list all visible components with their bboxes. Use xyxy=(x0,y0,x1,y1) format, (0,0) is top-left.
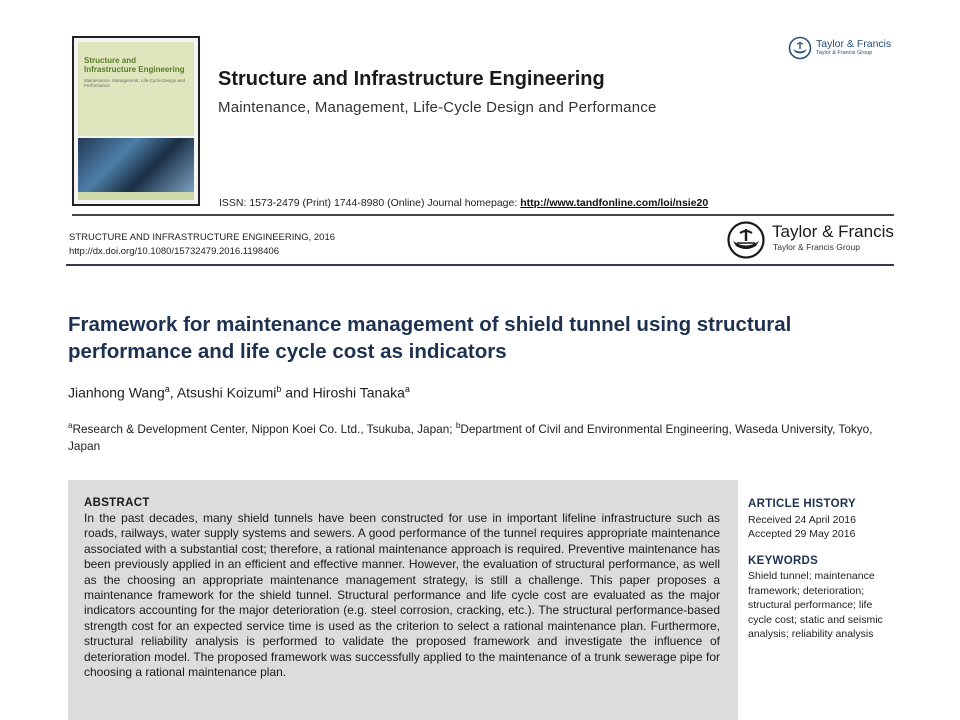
cover-title: Structure and Infrastructure Engineering xyxy=(84,56,185,74)
author-affiliation-mark: b xyxy=(276,384,282,394)
publisher-name-small: Taylor & Francis xyxy=(816,38,892,50)
taylor-francis-logo-icon xyxy=(726,220,766,260)
journal-citation: STRUCTURE AND INFRASTRUCTURE ENGINEERING, 2016 xyxy=(69,232,336,243)
accepted-date: Accepted 29 May 2016 xyxy=(748,528,856,540)
doi-link[interactable]: http://dx.doi.org/10.1080/15732479.2016.1198406 xyxy=(69,246,280,257)
author-list: Jianhong Wang$^a$, Atsushi Koizumi$^b$ and Hiroshi Tanaka$^a$ xyxy=(68,384,410,401)
affiliation-text: Research & Development Center, Nippon Koei Co. Ltd., Tsukuba, Japan; xyxy=(72,421,456,436)
article-header-divider xyxy=(66,264,894,266)
author-affiliation-mark: a xyxy=(404,384,410,394)
keywords-list: Shield tunnel; maintenance framework; deterioration; structural performance; life cycle cost; static and seismic analysis; reliability analysis xyxy=(748,570,883,640)
abstract-heading: ABSTRACT xyxy=(84,497,150,509)
publisher-group-small: Taylor & Francis Group xyxy=(816,50,873,56)
header-divider xyxy=(72,214,894,216)
author-name[interactable]: Jianhong Wang xyxy=(68,384,165,401)
journal-subtitle: Maintenance, Management, Life-Cycle Design and Performance xyxy=(218,99,657,116)
journal-title: Structure and Infrastructure Engineering xyxy=(218,68,605,90)
issn-line xyxy=(219,197,708,209)
publisher-name: Taylor & Francis xyxy=(772,222,894,241)
journal-cover-thumbnail xyxy=(72,36,200,206)
keywords-heading: KEYWORDS xyxy=(748,555,819,567)
affiliations: $^a$Research & Development Center, Nippon Koei Co. Ltd., Tsukuba, Japan; $^b$Department of Civil and Environmental Engineering, Waseda University, Tokyo, Japan xyxy=(68,421,873,453)
author-name[interactable]: Hiroshi Tanaka xyxy=(312,384,405,401)
author-name[interactable]: Atsushi Koizumi xyxy=(176,384,277,401)
paper-title: Framework for maintenance management of shield tunnel using structural performance and life cycle cost as indicators xyxy=(68,313,792,363)
cover-photo xyxy=(78,138,194,194)
article-history-heading: ARTICLE HISTORY xyxy=(748,498,857,510)
taylor-francis-logo-icon xyxy=(788,36,812,60)
author-affiliation-mark: a xyxy=(164,384,170,394)
received-date: Received 24 April 2016 xyxy=(748,514,856,526)
publisher-group: Taylor & Francis Group xyxy=(773,242,860,252)
abstract-text: In the past decades, many shield tunnels have been constructed for use in important lifeline infrastructure such as roads, railways, water supply systems and sewers. A good performance of the tunnel requires appropriate maintenance associated with a substantial cost; therefore, a rational maintenance approach is required. Preventive maintenance has been previously applied in an efficient and effective manner. However, the evaluation of structural performance, as well as the choosing an appropriate maintenance management strategy, is still a challenge. This paper proposes a maintenance framework for the shield tunnel. Structural performance and life cycle cost are evaluated as the major indicators accounting for the major deterioration (e.g. steel corrosion, cracking, etc.). The structural performance-based strength cost for an expected service time is used as the criterion to select a rational maintenance plan. Furthermore, structural reliability analysis is performed to validate the proposed framework and investigate the influence of deterioration model. The proposed framework was successfully applied to the maintenance of a trunk sewerage pipe for choosing a rational maintenance plan. xyxy=(84,511,720,680)
publisher-logo xyxy=(726,220,894,265)
affiliation-text: Department of Civil and Environmental Engineering, Waseda University, Tokyo, Japan xyxy=(68,421,873,453)
publisher-logo-small xyxy=(788,36,892,65)
journal-homepage-link[interactable]: http://www.tandfonline.com/loi/nsie20 xyxy=(520,197,709,209)
issn-text: ISSN: 1573-2479 (Print) 1744-8980 (Online) Journal homepage: xyxy=(219,197,521,209)
cover-subtitle: Maintenance, Management, Life-Cycle Design and Performance xyxy=(84,78,186,88)
